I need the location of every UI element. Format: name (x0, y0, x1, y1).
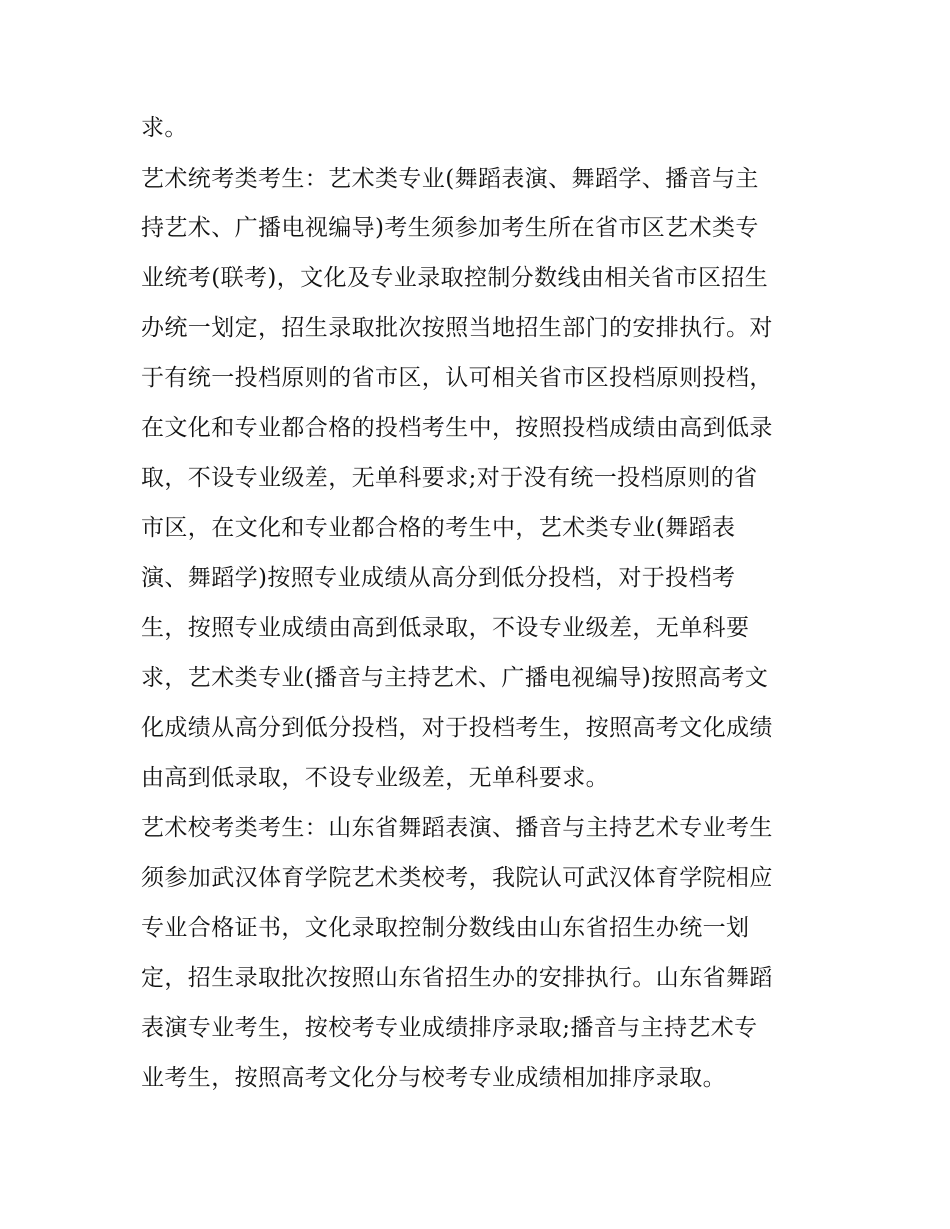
text-line: 业统考(联考)，文化及专业录取控制分数线由相关省市区招生 (141, 265, 769, 291)
text-line: 须参加武汉体育学院艺术类校考，我院认可武汉体育学院相应 (141, 865, 773, 891)
text-line: 专业合格证书，文化录取控制分数线由山东省招生办统一划 (141, 915, 750, 941)
text-line: 求，艺术类专业(播音与主持艺术、广播电视编导)按照高考文 (141, 665, 769, 691)
text-line: 市区，在文化和专业都合格的考生中，艺术类专业(舞蹈表 (141, 515, 736, 541)
text-line: 表演专业考生，按校考专业成绩排序录取;播音与主持艺术专 (141, 1015, 758, 1041)
text-line: 求。 (141, 115, 188, 141)
text-line: 取，不设专业级差，无单科要求;对于没有统一投档原则的省 (141, 465, 758, 491)
text-line: 艺术统考类考生：艺术类专业(舞蹈表演、舞蹈学、播音与主 (141, 166, 759, 192)
text-line: 生，按照专业成绩由高到低录取，不设专业级差，无单科要 (141, 615, 750, 641)
text-line: 定，招生录取批次按照山东省招生办的安排执行。山东省舞蹈 (141, 965, 773, 991)
text-line: 办统一划定，招生录取批次按照当地招生部门的安排执行。对 (141, 315, 773, 341)
text-line: 业考生，按照高考文化分与校考专业成绩相加排序录取。 (141, 1065, 726, 1091)
text-line: 持艺术、广播电视编导)考生须参加考生所在省市区艺术类专 (141, 215, 759, 241)
text-line: 化成绩从高分到低分投档，对于投档考生，按照高考文化成绩 (141, 715, 773, 741)
text-line: 演、舞蹈学)按照专业成绩从高分到低分投档，对于投档考 (141, 565, 736, 591)
text-line: 于有统一投档原则的省市区，认可相关省市区投档原则投档， (141, 365, 773, 391)
text-line: 艺术校考类考生：山东省舞蹈表演、播音与主持艺术专业考生 (141, 815, 773, 841)
text-line: 由高到低录取，不设专业级差，无单科要求。 (141, 765, 609, 791)
text-line: 在文化和专业都合格的投档考生中，按照投档成绩由高到低录 (141, 415, 773, 441)
